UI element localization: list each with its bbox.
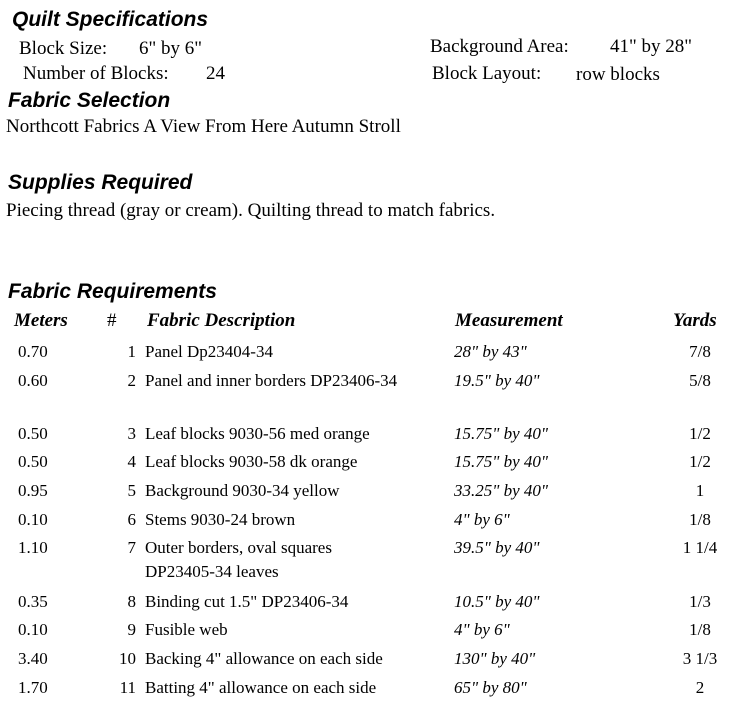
column-header-meters: Meters [14,310,68,331]
number-cell: 9 [127,620,136,639]
measurement-cell: 130" by 40" [454,649,536,668]
number-cell: 5 [127,481,136,500]
measurement-cell: 28" by 43" [454,342,527,361]
number-cell: 1 [127,342,136,361]
measurement-cell: 15.75" by 40" [454,424,549,443]
meters-cell: 0.70 [18,342,48,361]
yards-cell: 1/2 [689,424,711,443]
number-cell: 10 [119,649,136,668]
meters-cell: 0.60 [18,371,48,390]
block-size-label: Block Size: [19,38,108,59]
number-of-blocks-label: Number of Blocks: [23,63,169,84]
block-size-value: 6" by 6" [139,38,203,59]
number-cell: 3 [127,424,136,443]
meters-cell: 0.50 [18,452,48,471]
measurement-cell: 19.5" by 40" [454,371,540,390]
yards-cell: 1 1/4 [682,538,718,557]
block-layout-value: row blocks [576,64,660,85]
yards-cell: 3 1/3 [682,649,718,668]
column-header-number: # [107,310,117,331]
yards-cell: 2 [695,678,705,697]
description-cell: Batting 4" allowance on each side [145,678,377,697]
number-cell: 4 [127,452,136,471]
number-cell: 6 [127,510,136,529]
number-cell: 2 [127,371,136,390]
description-cell: Panel and inner borders DP23406-34 [145,371,398,390]
column-header-measurement: Measurement [455,310,563,331]
meters-cell: 0.35 [18,592,48,611]
measurement-cell: 15.75" by 40" [454,452,549,471]
fabric-selection-text: Northcott Fabrics A View From Here Autumn Stroll [6,116,401,137]
measurement-cell: 33.25" by 40" [454,481,549,500]
fabric-selection-heading: Fabric Selection [8,89,171,112]
meters-cell: 0.50 [18,424,48,443]
description-cell: Leaf blocks 9030-58 dk orange [145,452,358,471]
measurement-cell: 4" by 6" [454,510,510,529]
meters-cell: 0.10 [18,510,48,529]
description-cell: Stems 9030-24 brown [145,510,296,529]
supplies-required-text: Piecing thread (gray or cream). Quilting thread to match fabrics. [6,200,496,221]
column-header-yards: Yards [673,310,717,331]
column-header-fabric-description: Fabric Description [147,310,296,331]
measurement-cell: 4" by 6" [454,620,510,639]
yards-cell: 5/8 [689,371,711,390]
background-area-label: Background Area: [430,36,569,57]
meters-cell: 1.70 [18,678,48,697]
description-cell: Fusible web [145,620,228,639]
yards-cell: 1/8 [689,620,711,639]
yards-cell: 1/2 [689,452,711,471]
block-layout-label: Block Layout: [432,63,542,84]
meters-cell: 3.40 [18,649,48,668]
fabric-requirements-heading: Fabric Requirements [8,280,217,303]
background-area-value: 41" by 28" [610,36,693,57]
meters-cell: 1.10 [18,538,48,557]
measurement-cell: 10.5" by 40" [454,592,540,611]
quilt-specifications-heading: Quilt Specifications [12,8,209,31]
supplies-required-heading: Supplies Required [8,171,193,194]
meters-cell: 0.10 [18,620,48,639]
yards-cell: 1 [695,481,705,500]
description-cell: Backing 4" allowance on each side [145,649,383,668]
number-cell: 7 [127,538,136,557]
yards-cell: 1/3 [689,592,711,611]
description-cell: Background 9030-34 yellow [145,481,340,500]
number-cell: 8 [127,592,136,611]
number-of-blocks-value: 24 [206,63,225,84]
description-cell: Panel Dp23404-34 [145,342,273,361]
description-cell: Binding cut 1.5" DP23406-34 [145,592,349,611]
measurement-cell: 39.5" by 40" [454,538,540,557]
description-cell: Leaf blocks 9030-56 med orange [145,424,370,443]
number-cell: 11 [119,678,136,697]
yards-cell: 7/8 [689,342,711,361]
yards-cell: 1/8 [689,510,711,529]
description-cell: Outer borders, oval squares DP23405-34 leaves [145,538,332,581]
meters-cell: 0.95 [18,481,48,500]
measurement-cell: 65" by 80" [454,678,527,697]
